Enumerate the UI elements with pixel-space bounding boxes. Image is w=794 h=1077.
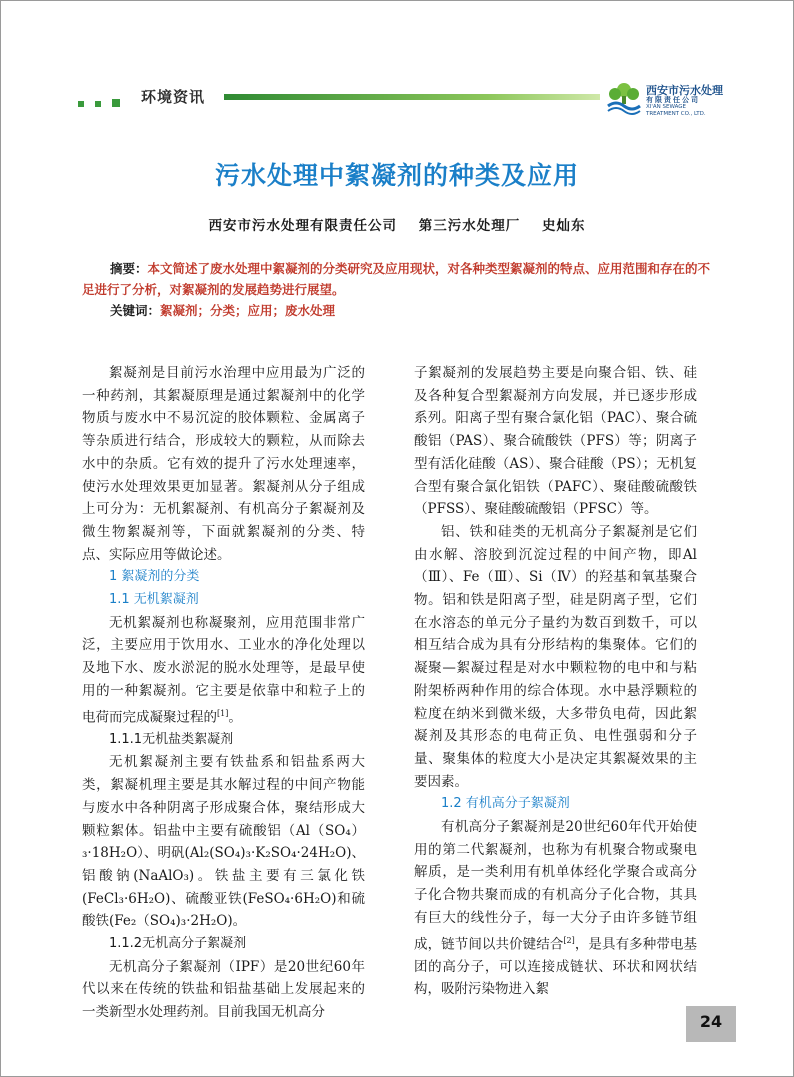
subsection-heading: 1.2 有机高分子絮凝剂: [441, 796, 570, 812]
reference-mark: [1]: [217, 708, 229, 718]
paragraph: [82, 612, 365, 729]
paragraph-text: 有机高分子絮凝剂是20世纪60年代开始使用的第二代絮凝剂，也称为有机聚合物或聚电解质，是一类利用有机单体经化学聚合或高分子化合物共聚而成的有机高分子化合物，其具有巨大的线性分子，每一大分子由许多链节组成，链节间以共价键结合: [414, 819, 697, 953]
paragraph: 子絮凝剂的发展趋势主要是向聚合铝、铁、硅及各种复合型絮凝剂方向发展，并已逐步形成系列。阳离子型有聚合氯化铝（PAC）、聚合硫酸铝（PAS）、聚合硫酸铁（PFS）等；阴离子型有活化硅酸（AS）、聚合硅酸（PS）；无机复合型有聚合氯化铝铁（PAFC）、聚硅酸硫酸铁（PFSS）、聚硅酸硫酸铝（PFSC）等。: [414, 365, 697, 518]
paragraph: 絮凝剂是目前污水治理中应用最为广泛的一种药剂，其絮凝原理是通过絮凝剂中的化学物质与废水中不易沉淀的胶体颗粒、金属离子等杂质进行结合，形成较大的颗粒，从而除去水中的杂质。它有效的提升了污水处理速率，使污水处理效果更加显著。絮凝剂从分子组成上可分为：无机絮凝剂、有机高分子絮凝剂及微生物絮凝剂等，下面就絮凝剂的分类、特点、实际应用等做论述。: [82, 365, 365, 563]
abstract-text: 本文简述了废水处理中絮凝剂的分类研究及应用现状，对各种类型絮凝剂的特点、应用范围和存在的不足进行了分析，对絮凝剂的发展趋势进行展望。: [82, 261, 711, 297]
header-square: [78, 101, 84, 107]
author-name: 史灿东: [541, 218, 586, 234]
paragraph: 无机絮凝剂主要有铁盐系和铝盐系两大类，絮凝机理主要是其水解过程的中间产物能与废水中各种阴离子形成聚合体，聚结形成大颗粒絮体。铝盐中主要有硫酸铝（Al（SO₄）₃·18H₂O）、明矾(Al₂(SO₄)₃·K₂SO₄·24H₂O)、铝酸钠(NaAlO₃)。铁盐主要有三氯化铁(FeCl₃·6H₂O)、硫酸亚铁(FeSO₄·6H₂O)和硫酸铁(Fe₂（SO₄)₃·2H₂O)。: [82, 754, 365, 930]
page-header: [0, 78, 794, 118]
header-green-bar: [224, 94, 600, 100]
paragraph: 无机高分子絮凝剂（IPF）是20世纪60年代以来在传统的铁盐和铝盐基础上发展起来的一类新型水处理药剂。目前我国无机高分: [82, 958, 365, 1021]
logo-chinese-subname: 有限责任公司: [646, 96, 700, 104]
author-line: [0, 214, 794, 234]
page-number: 24: [699, 1012, 723, 1031]
abstract-block: [82, 258, 722, 321]
logo-chinese-name: 西安市污水处理: [646, 84, 723, 97]
keywords: [82, 300, 722, 321]
paragraph: [414, 816, 697, 1001]
logo-english-name: [646, 104, 706, 118]
page-number-box: [686, 1006, 736, 1042]
section-title: 环境资讯: [141, 88, 206, 106]
abstract: [82, 258, 722, 300]
frame-top-border: [0, 0, 794, 1]
section-heading: 1 絮凝剂的分类: [109, 569, 200, 585]
subsubsection-heading: 1.1.1无机盐类絮凝剂: [109, 731, 234, 747]
paragraph: 铝、铁和硅类的无机高分子絮凝剂是它们由水解、溶胶到沉淀过程的中间产物，即Al（Ⅲ）、Fe（Ⅲ）、Si（Ⅳ）的羟基和氧基聚合物。铝和铁是阳离子型，硅是阴离子型，它们在水溶态的单元分子量约为数百到数千，可以相互结合成为具有分形结构的集聚体。它们的凝聚—絮凝过程是对水中颗粒物的电中和与粘附架桥两种作用的综合体现。水中悬浮颗粒的粒度在纳米到微米级，大多带负电荷，因此絮凝剂及其形态的电荷正负、电性强弱和分子量、聚集体的粒度大小是决定其絮凝效果的主要因素。: [414, 523, 697, 790]
right-column: [414, 362, 697, 1001]
author-department: 第三污水处理厂: [418, 218, 521, 234]
logo-english-line1: XI'AN SEWAGE: [646, 104, 687, 110]
article-title: 污水处理中絮凝剂的种类及应用: [214, 161, 579, 190]
tree-logo-icon: [604, 78, 644, 116]
left-column: [82, 362, 365, 1024]
paragraph-end: 。: [228, 709, 242, 726]
paragraph-end: ，是具有多种带电基团的高分子，可以连接成链状、环状和网状结构，吸附污染物进入絮: [414, 936, 698, 998]
header-squares: [78, 92, 126, 111]
keywords-label: 关键词：: [110, 303, 161, 318]
paragraph-text: 无机絮凝剂也称凝聚剂，应用范围非常广泛，主要应用于饮用水、工业水的净化处理以及地下水、废水淤泥的脱水处理等，是最早使用的一种絮凝剂。它主要是依靠中和粒子上的电荷而完成凝聚过程的: [82, 614, 365, 726]
header-square: [95, 101, 101, 107]
logo-english-line2: TREATMENT CO., LTD.: [646, 111, 706, 117]
subsubsection-heading: 1.1.2无机高分子絮凝剂: [109, 936, 247, 952]
company-logo: [604, 78, 754, 118]
subsection-heading: 1.1 无机絮凝剂: [109, 592, 199, 608]
abstract-label: 摘要：: [110, 261, 148, 276]
author-organization: 西安市污水处理有限责任公司: [208, 218, 398, 234]
keywords-text: 絮凝剂；分类；应用；废水处理: [160, 303, 336, 318]
header-square: [112, 99, 120, 107]
reference-mark: [2]: [563, 935, 575, 945]
